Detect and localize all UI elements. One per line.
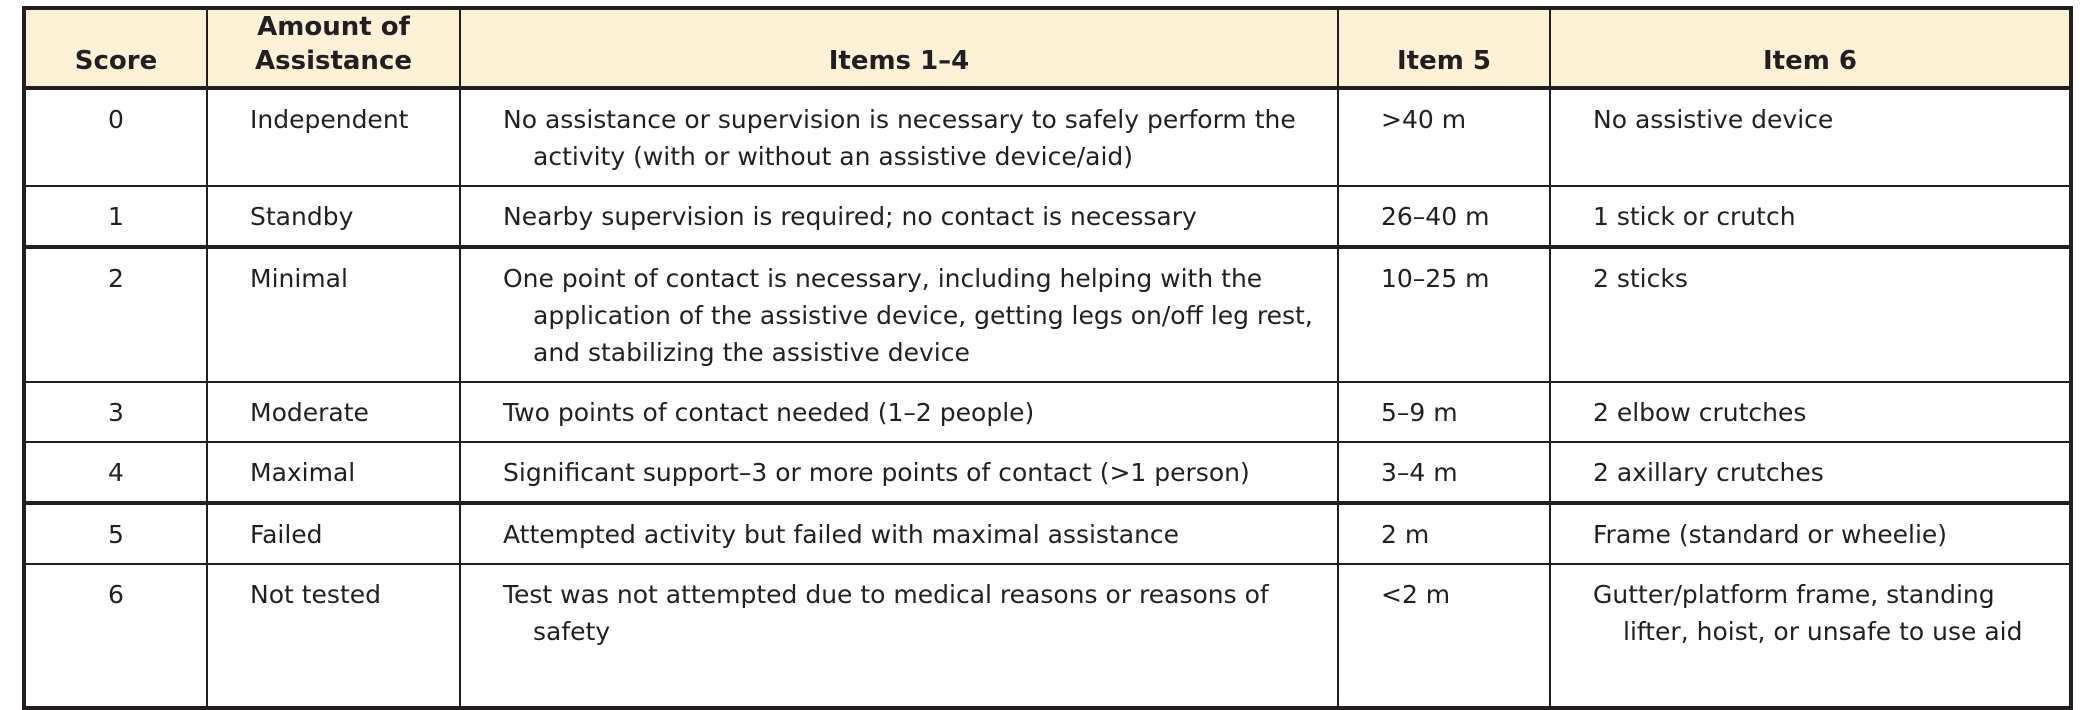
score-cell	[24, 564, 207, 708]
assistance-cell	[207, 382, 460, 442]
score-cell	[24, 503, 207, 564]
assistance-cell	[207, 247, 460, 382]
header-items-1-4: Items 1–4	[460, 8, 1338, 88]
items-1-4-cell	[460, 564, 1338, 708]
items-1-4-cell	[460, 247, 1338, 382]
assistance-cell	[207, 503, 460, 564]
header-assistance-label: Amount of Assistance	[255, 12, 412, 76]
item-6-cell	[1550, 382, 2071, 442]
assistance-cell	[207, 88, 460, 186]
item-5-cell	[1338, 88, 1550, 186]
item-5-cell-text: 10–25 m	[1381, 264, 1490, 293]
assistance-cell-text: Standby	[250, 202, 354, 231]
item-6-cell	[1550, 247, 2071, 382]
score-cell	[24, 442, 207, 503]
items-1-4-cell-text: Test was not attempted due to medical reasons or reasons of safety	[503, 580, 1269, 646]
header-row	[24, 8, 2071, 88]
score-cell-text: 3	[108, 398, 124, 427]
item-5-cell	[1338, 186, 1550, 247]
item-5-cell	[1338, 382, 1550, 442]
items-1-4-cell-text: Significant support–3 or more points of contact (>1 person)	[503, 458, 1250, 487]
header-item-6: Item 6	[1550, 8, 2071, 88]
item-6-cell	[1550, 503, 2071, 564]
items-1-4-cell	[460, 88, 1338, 186]
item-5-cell	[1338, 564, 1550, 708]
item-6-cell-text: 2 elbow crutches	[1593, 398, 1807, 427]
table-row	[24, 247, 2071, 382]
header-score: Score	[24, 8, 207, 88]
item-6-cell	[1550, 88, 2071, 186]
score-cell-text: 0	[108, 105, 124, 134]
score-cell	[24, 247, 207, 382]
assistance-cell-text: Not tested	[250, 580, 382, 609]
item-6-cell	[1550, 186, 2071, 247]
score-cell-text: 2	[108, 264, 124, 293]
item-5-cell-text: <2 m	[1381, 580, 1451, 609]
items-1-4-cell-text: One point of contact is necessary, including helping with the application of the assistive device, getting legs on/off leg rest, and stabilizing the assistive device	[503, 264, 1313, 367]
table-row	[24, 186, 2071, 247]
score-cell	[24, 88, 207, 186]
item-6-cell-text: 1 stick or crutch	[1593, 202, 1796, 231]
score-cell-text: 6	[108, 580, 124, 609]
item-5-cell	[1338, 503, 1550, 564]
item-5-cell-text: >40 m	[1381, 105, 1467, 134]
items-1-4-cell-text: No assistance or supervision is necessary to safely perform the activity (with or without an assistive device/aid)	[503, 105, 1296, 171]
score-cell-text: 4	[108, 458, 124, 487]
item-6-cell-text: Gutter/platform frame, standing lifter, hoist, or unsafe to use aid	[1593, 580, 2023, 646]
item-5-cell-text: 5–9 m	[1381, 398, 1458, 427]
item-6-cell-text: 2 sticks	[1593, 264, 1688, 293]
assistance-score-table	[22, 6, 2073, 710]
assistance-cell	[207, 186, 460, 247]
table-row	[24, 503, 2071, 564]
item-6-cell-text: 2 axillary crutches	[1593, 458, 1824, 487]
assistance-cell	[207, 442, 460, 503]
score-cell-text: 5	[108, 520, 124, 549]
score-cell	[24, 186, 207, 247]
items-1-4-cell-text: Two points of contact needed (1–2 people)	[503, 398, 1035, 427]
item-6-cell	[1550, 564, 2071, 708]
items-1-4-cell	[460, 503, 1338, 564]
score-cell	[24, 382, 207, 442]
header-item-5: Item 5	[1338, 8, 1550, 88]
table-row	[24, 382, 2071, 442]
item-6-cell	[1550, 442, 2071, 503]
items-1-4-cell	[460, 442, 1338, 503]
assistance-cell	[207, 564, 460, 708]
item-6-cell-text: No assistive device	[1593, 105, 1834, 134]
table-row	[24, 564, 2071, 708]
item-5-cell-text: 2 m	[1381, 520, 1430, 549]
table-row	[24, 88, 2071, 186]
header-assistance	[207, 8, 460, 88]
assistance-cell-text: Failed	[250, 520, 323, 549]
score-cell-text: 1	[108, 202, 124, 231]
table-row	[24, 442, 2071, 503]
items-1-4-cell	[460, 186, 1338, 247]
item-5-cell	[1338, 247, 1550, 382]
item-5-cell	[1338, 442, 1550, 503]
item-6-cell-text: Frame (standard or wheelie)	[1593, 520, 1948, 549]
items-1-4-cell-text: Nearby supervision is required; no contact is necessary	[503, 202, 1197, 231]
items-1-4-cell	[460, 382, 1338, 442]
assistance-cell-text: Minimal	[250, 264, 348, 293]
assistance-cell-text: Independent	[250, 105, 409, 134]
assistance-cell-text: Moderate	[250, 398, 369, 427]
item-5-cell-text: 26–40 m	[1381, 202, 1490, 231]
assistance-cell-text: Maximal	[250, 458, 356, 487]
items-1-4-cell-text: Attempted activity but failed with maximal assistance	[503, 520, 1180, 549]
item-5-cell-text: 3–4 m	[1381, 458, 1458, 487]
